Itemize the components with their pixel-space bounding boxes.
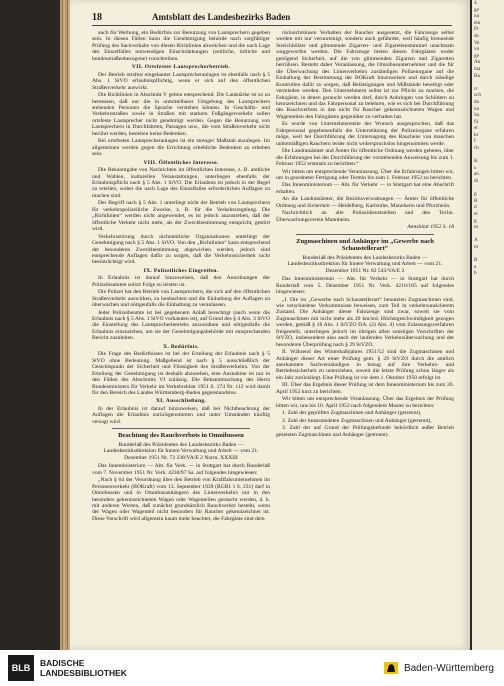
facing-page-fragment: B [474,257,478,264]
facing-page-fragment: vo [474,46,480,53]
facing-page-fragment: da [474,98,479,105]
paragraph: Das Innenministerium — Abt. für Verkehr — in Stuttgart hat durch Runderlaß vom 5. Dezember 1951 Nr. Verk. 4210/185 auf folgendes hingewiesen: [276,276,454,296]
page-number: 18 [92,12,102,23]
section-subheading: IX. Polizeiliches Eingreifen. [143,267,219,274]
paragraph: Bei ortsfesten Lautsprecheranlagen ist ein strenger Maßstab anzulegen. Im allgemeinen werden gegen die Errichtung erhebliche Bedenken zu erheben sein. [92,138,270,158]
section-subheading: VII. Ortsfester Lautsprecherbetrieb. [131,64,231,71]
facing-page-fragment: ds [474,32,479,39]
citation: Amtsblatt 1952 S. 18 [407,224,454,231]
facing-page-fragment: a [474,263,477,270]
facing-page-fragment: Pr [474,26,479,33]
facing-page-fragment [472,152,504,159]
paragraph: Das Innenministerium — Abt. für Verkehr — in Stuttgart hat eine Abschrift erhalten. [276,182,454,195]
paragraph: Wir bitten um entsprechende Veranlassung. Über das Ergebnis der Prüfung bitten wir, uns bis 10. April 1952 nach folgendem Muster zu berichten: [276,396,454,409]
section-subheading: VIII. Öffentliches Interesse. [143,159,219,166]
facing-page-fragment: K [474,158,478,165]
facing-page-fragment: m [474,243,479,250]
state-lion-icon [383,660,399,676]
library-name-line1: BADISCHE [40,658,85,668]
paragraph: rücksichtslosen Verhalten der Raucher ausgesetzt, die Fahrzeuge selbst werden mit nur verunreinigt, sondern auch gefährdet, weil häufig brennende Streichhölzer und glimmende Zigarren- und Zigarettenstummel unachtsam weggeworfen werden. Die Fahrzeuge bieten diesen Fahrgästen weder genügend Sicherheit, auf die von glimmenden Zigarren und Zigaretten herrühren. Besteht daher Veranlassung, die Omnibusunternehmer und die für die Überwachung des Linienverkehrs zuständigen Polizeiorgane auf die Einhaltung der Bestimmung der BOKraft hinzuweisen und durch ständige Kontrollen dafür zu sorgen, daß Belästigungen und Mißstände beseitigt oder vermieden werden. Den Unternehmern selbst ist zur Pflicht zu machen, die Fahrgäste, in denen geraucht werden darf, durch Anbringen von Schildern zu kennzeichnen und das Fahrpersonal zu belehren, wie es sich bei Durchführung des Rauchverbots in den nicht für Raucher gekennzeichneten Wagen und Wagenteilen den Fahrgästen gegenüber zu verhalten hat. [276,30,454,120]
paragraph: Die Bekanntgabe von Nachrichten im öffentlichen Interesse, z. B. amtliche und Wahlen, kulturellen Veranstaltungen, unterliegen ebenfalls der Erlaubnispflicht nach § 5 Abs. 1 StVO. Die Erlaubnis ist jedoch in der Regel zu erteilen, wobei die nach Lage des Einzelfalles erforderlichen Auflagen zu machen sind. [92,167,270,199]
facing-page-fragment: fü [474,118,479,125]
paragraph: Jeder Polizeibeamte ist bei gegebenem Anlaß berechtigt (auch wenn die Erlaubnis nach § 5 Abs. 1 StVO vorhanden ist), auf Grund des § 4 Abs. 3 StVO die Einstellung des Lautsprecherbetriebs anzuordnen und nötigenfalls die Erlaubnis einzuziehen, um sie der Genehmigungsbehörde mit entsprechenden Bericht zuzuleiten. [92,309,270,342]
article-heading: Zugmaschinen und Anhänger im „Gewerbe nach Schaustellerart“ [296,237,434,253]
paragraph: Die Frage des Bedürfnisses ist bei der Erteilung der Erlaubnis nach § 5 StVO ohne Bedeutung. Maßgebend ist nach § 5 ausschließlich der Gesichtspunkt der Sicherheit und Flüssigkeit des Straßenverkehrs. Von der Erteilung der Genehmigung ist deshalb abzusehen, eine Ausnahme ist nur in den Fällen des Abschnitts VI zulässig. Die Bekanntmachung des Herrn Bundesministers für Verkehr im Verkehrsblatt 1951 S. 174 Nr. 112 wird damit für den Bereich des Landes Württemberg-Baden gegenstandslos. [92,351,270,397]
paragraph: 1. Zahl der geprüften Zugmaschinen und Anhänger (getrennt), [282,410,422,417]
facing-page-fragment: m [474,224,479,231]
article-heading: Beachtung des Rauchverbots in Omnibussen [118,432,244,440]
section-subheading: X. Bedürfnis. [163,343,199,350]
facing-page-fragment: Sa [474,112,480,119]
facing-page-fragment: di [474,178,479,185]
facing-page-fragment: s [474,164,477,171]
library-name-line2: LANDESBIBLIOTHEK [40,668,127,678]
facing-page-fragment: ma [474,65,481,72]
paragraph: Es wurde von Unternehmerseite der Wunsch ausgesprochen, daß das Fahrpersonal gegebenenfalls die Unterstützung der Polizeiorgane erfahren möge, weil bei Durchführung der Untersagung des Rauchens von manchen unbotmäßigen Rauchern leider nicht widerspruchslos hingenommen werde. [276,121,454,147]
paragraph: In Erlaubnis ist darauf hinzuweisen, daß den Anordnungen der Polizeibeamten sofort Folge zu leisten ist. [92,275,270,288]
facing-page-fragment: f [474,138,476,145]
facing-page-fragment: an [474,171,479,178]
separator-rule [112,428,250,429]
separator-rule [296,234,434,235]
facing-page-fragment: ei [474,211,478,217]
paragraph: „Nach § 64 der Verordnung über den Betrieb von Kraftfahrunternehmen im Personenverkehr (BOKraft) vom 13. September 1939 (RGBl. I S. 231) darf in Omnibussen und in Omnibusanhängern des Linienverkehrs nur in den besonders gekennzeichneten Wagen oder Wagenteilen geraucht werden, d. h. mit anderen Worten, daß zunächst grundsätzlich Rauchverbot besteht, wenn der Wagen oder Wagenteil nicht besonders für Raucher gekennzeichnet ist. Diese Vorschrift wird allgemein kaum mehr beachtet, die Fahrgäste sind dem [92,477,270,522]
facing-page-fragment [472,231,504,238]
facing-page-fragment: R [474,197,478,204]
facing-page-fragment: An [474,59,481,66]
section-subheading: XI. Ausschließung. [155,398,207,405]
facing-page-fragment [472,185,504,192]
facing-page-fragment: ch [474,145,479,152]
paragraph: 2. Zahl der beanstandeten Zugmaschinen und Anhänger (getrennt), [282,417,432,424]
facing-page-fragment [472,251,504,258]
facing-page-fragment: na [474,105,479,112]
paragraph: Das Inneministerium — Abt. für Verk. — in Stuttgart hat durch Runderlaß vom 7. November 1951 Nr. Verk. 4230/97 Sa. auf folgendes hingewiesen: [92,463,270,476]
paragraph: „I. Die im „Gewerbe nach Schaustellerart“ benutzten Zugmaschinen sind, wie verschiedene Vorkommnisse beweisen, zum Teil in verkehrsunsicherem Zustand. Die Anhänger dieser Fahrzeuge sind zwar, soweit sie vom Zugmaschinen mit nicht mehr als 20 km/std. Höchstgeschwindigkeit gezogen werden, gemäß § 18 Abs. 1 StVZO DA. (2) Abs. 4) vom Zulassungsverfahren freigestellt, unterliegen jedoch im übrigen allen sonstigen Vorschriften der StVZO, insbesondere also auch der laufenden Verkehrsüberwachung und der besonderen Überprüfung nach § 29 StVZO. [276,296,454,348]
state-name: Baden-Württemberg [403,662,494,674]
page-title: Amtsblatt des Landesbezirks Baden [152,12,291,22]
library-name [40,658,127,678]
facing-page-fragment: cr [474,85,479,92]
paragraph: An die Landratsämter, die Bezirksverwaltungen — Ämter für öffentliche Ordnung und Sicherheit — Heidelberg, Karlsruhe, Mannheim und Pforzheim. [276,196,454,209]
facing-page-fragment [472,79,504,86]
paragraph: Die Polizei hat den Betrieb von Lautsprechern, die sich auf den öffentlichen Straßenverkehr auswirken, zu beobachten und die Einhaltung der Auflagen zu überwachen und nötigenfalls die Einhaltung zu veranlassen. [92,289,270,309]
facing-page-fragment: A [474,237,478,244]
page-header [92,12,452,26]
paragraph: Die Richtlinien in Abschnitt V gelten entsprechend. Die Lautstärke ist so zu bemessen, daß nur die in unmittelbarer Umgebung des Lautsprechers stehenden Personen die Sprache verstehen können. In Geschäfts- und Verkehrsstraßen sowie in Straßen mit starkem Fußgängerverkehr sollen ortsfeste Lautsprecher nicht genehmigt werden. Gegen die Benutzung von Lautsprechern in Durchfahrten, Passagen usw., die vom Straßenverkehr nicht berührt werden, bestehen keine Bedenken. [92,92,270,137]
state-logo [383,660,494,676]
facing-page-edge [472,0,504,650]
facing-page-fragment: sch [474,92,481,99]
facing-page-fragment: d [474,204,477,211]
facing-page-fragment: na [474,13,479,20]
facing-page-fragment: Ba [474,72,480,79]
document-page [70,0,470,650]
facing-page-fragment: Ve [474,39,480,46]
paragraph: Der Betrieb ortsfest eingebauter Lautsprecheranlagen ist ebenfalls nach § 5 Abs. 1 StVO erlaubnispflichtig, wenn er sich auf den öffentlichen Straßenverkehr auswirkt. [92,71,270,91]
facing-page-fragment [472,277,504,284]
paragraph: II. Während des Winterhalbjahres 1951/52 sind die Zugmaschinen und Anhänger dieser Art einer Prüfung gem. § 29 StVZO durch die amtlich anerkannten Sachverständigen in bezug auf ihre Verkehrs- und Betriebssicherheit zu unterziehen, soweit die letzte Prüfung schon länger als ein Jahr zurückliegt. Eine Prüfung ist vor dem 1. Oktober 1950 erfolgt ist. [276,349,454,381]
facing-page-fragment: ein [474,19,481,26]
paragraph: III. Über das Ergebnis dieser Prüfung ist dem Innenministerium bis zum 20. April 1952 kurz zu berichten. [276,382,454,395]
footer-bar [0,650,504,686]
facing-page-fragment: kr [474,131,479,138]
left-column [92,30,270,630]
facing-page-fragment: ge [474,6,479,13]
facing-page-fragment: g [474,191,477,198]
paragraph: Der Begriff nach § 5 Abs. 1 unterliegt nicht der Betrieb von Lautsprechern für verkehrspolizeiliche Zwecke, z. B. für die Verkehrsregelung. Die „Richtlinien“ werden nicht angewendet, es ist jedoch anzustreben, daß der öffentliche Verkehr nicht mehr, als der Zweckbestimmung entspricht, gestört wird. [92,200,270,233]
facing-page-fragment: 4. [474,0,478,6]
blb-logo: BLB [8,655,34,681]
decree-reference: Runderlaß des Präsidenten des Landesbezirks Baden — Landesbezirksdirektion für Innere Verwaltung und Arbeit — vom 21. Dezember 1951 Nr. 82 543/VA/E 2 [287,254,443,274]
paragraph: Die Landratsämter und Ämter für öffentliche Ordnung werden gebeten, über die Erfahrungen bei der Durchführung der vorstehenden Anweisung bis zum 1. Februar 1952 erstmals zu berichten.“ [276,148,454,168]
facing-page-fragment: g [474,217,477,224]
facing-page-fragment: b [474,270,477,277]
right-column [276,30,454,630]
paragraph: auch für Werbung, ein Bedürfnis zur Benutzung von Lautsprechern gegeben sein. In diesen Fällen kann die Genehmigung behörde nach sorgfältiger Prüfung des Sachverhalts von diesen Richtlinien abweichen und die nach Lage des Einzelfalles notwendigen Einschränkungen (zeitliche, örtliche und bundesstraßenbezogene) vorschreiben. [92,30,270,62]
paragraph: Nachrichtlich an alle Polizeidienststellen und den Techn. Überwachungsverein Mannheim. [276,210,454,223]
paragraph: Verkehrsstörung durch nichtamtliche Organisationen unterliegt der Genehmigung nach § 5 Abs. 1 StVO. Von den „Richtlinien“ kann entsprechend der besonderen Zweckbestimmung abgewichen werden, jedoch sind entsprechende Auflagen dafür zu sorgen, daß die Verkehrssicherheit nicht beeinträchtigt wird. [92,233,270,266]
paragraph: 3. Zahl der auf Grund der Prüfungsbefunde behördlich außer Betrieb gesetzten Zugmaschinen und Anhänger (getrennt). [276,425,454,438]
facing-page-fragment: ge [474,52,479,59]
facing-page-fragment: er [474,125,479,132]
paragraph: In der Erlaubnis ist darauf hinzuweisen, daß bei Nichtbeachtung der Auflagen die Erlaubnis zurückgenommen und unter Umständen künftig versagt wird. [92,405,270,425]
decree-reference: Runderlaß des Präsidenten des Landesbezirks Baden — Landesbezirksdirektion für Innere Verwaltung und Arbeit — vom 21. Dezember 1951 Nr. 73 238/VA/E 2 Norm. XXXIII [103,441,259,461]
paragraph: Wir bitten um entsprechende Veranlassung. Über die Erfahrungen bitten wir, um in geordneter Fertigung oder Termin bis zum 1. Februar 1952 zu berichten. [276,168,454,181]
